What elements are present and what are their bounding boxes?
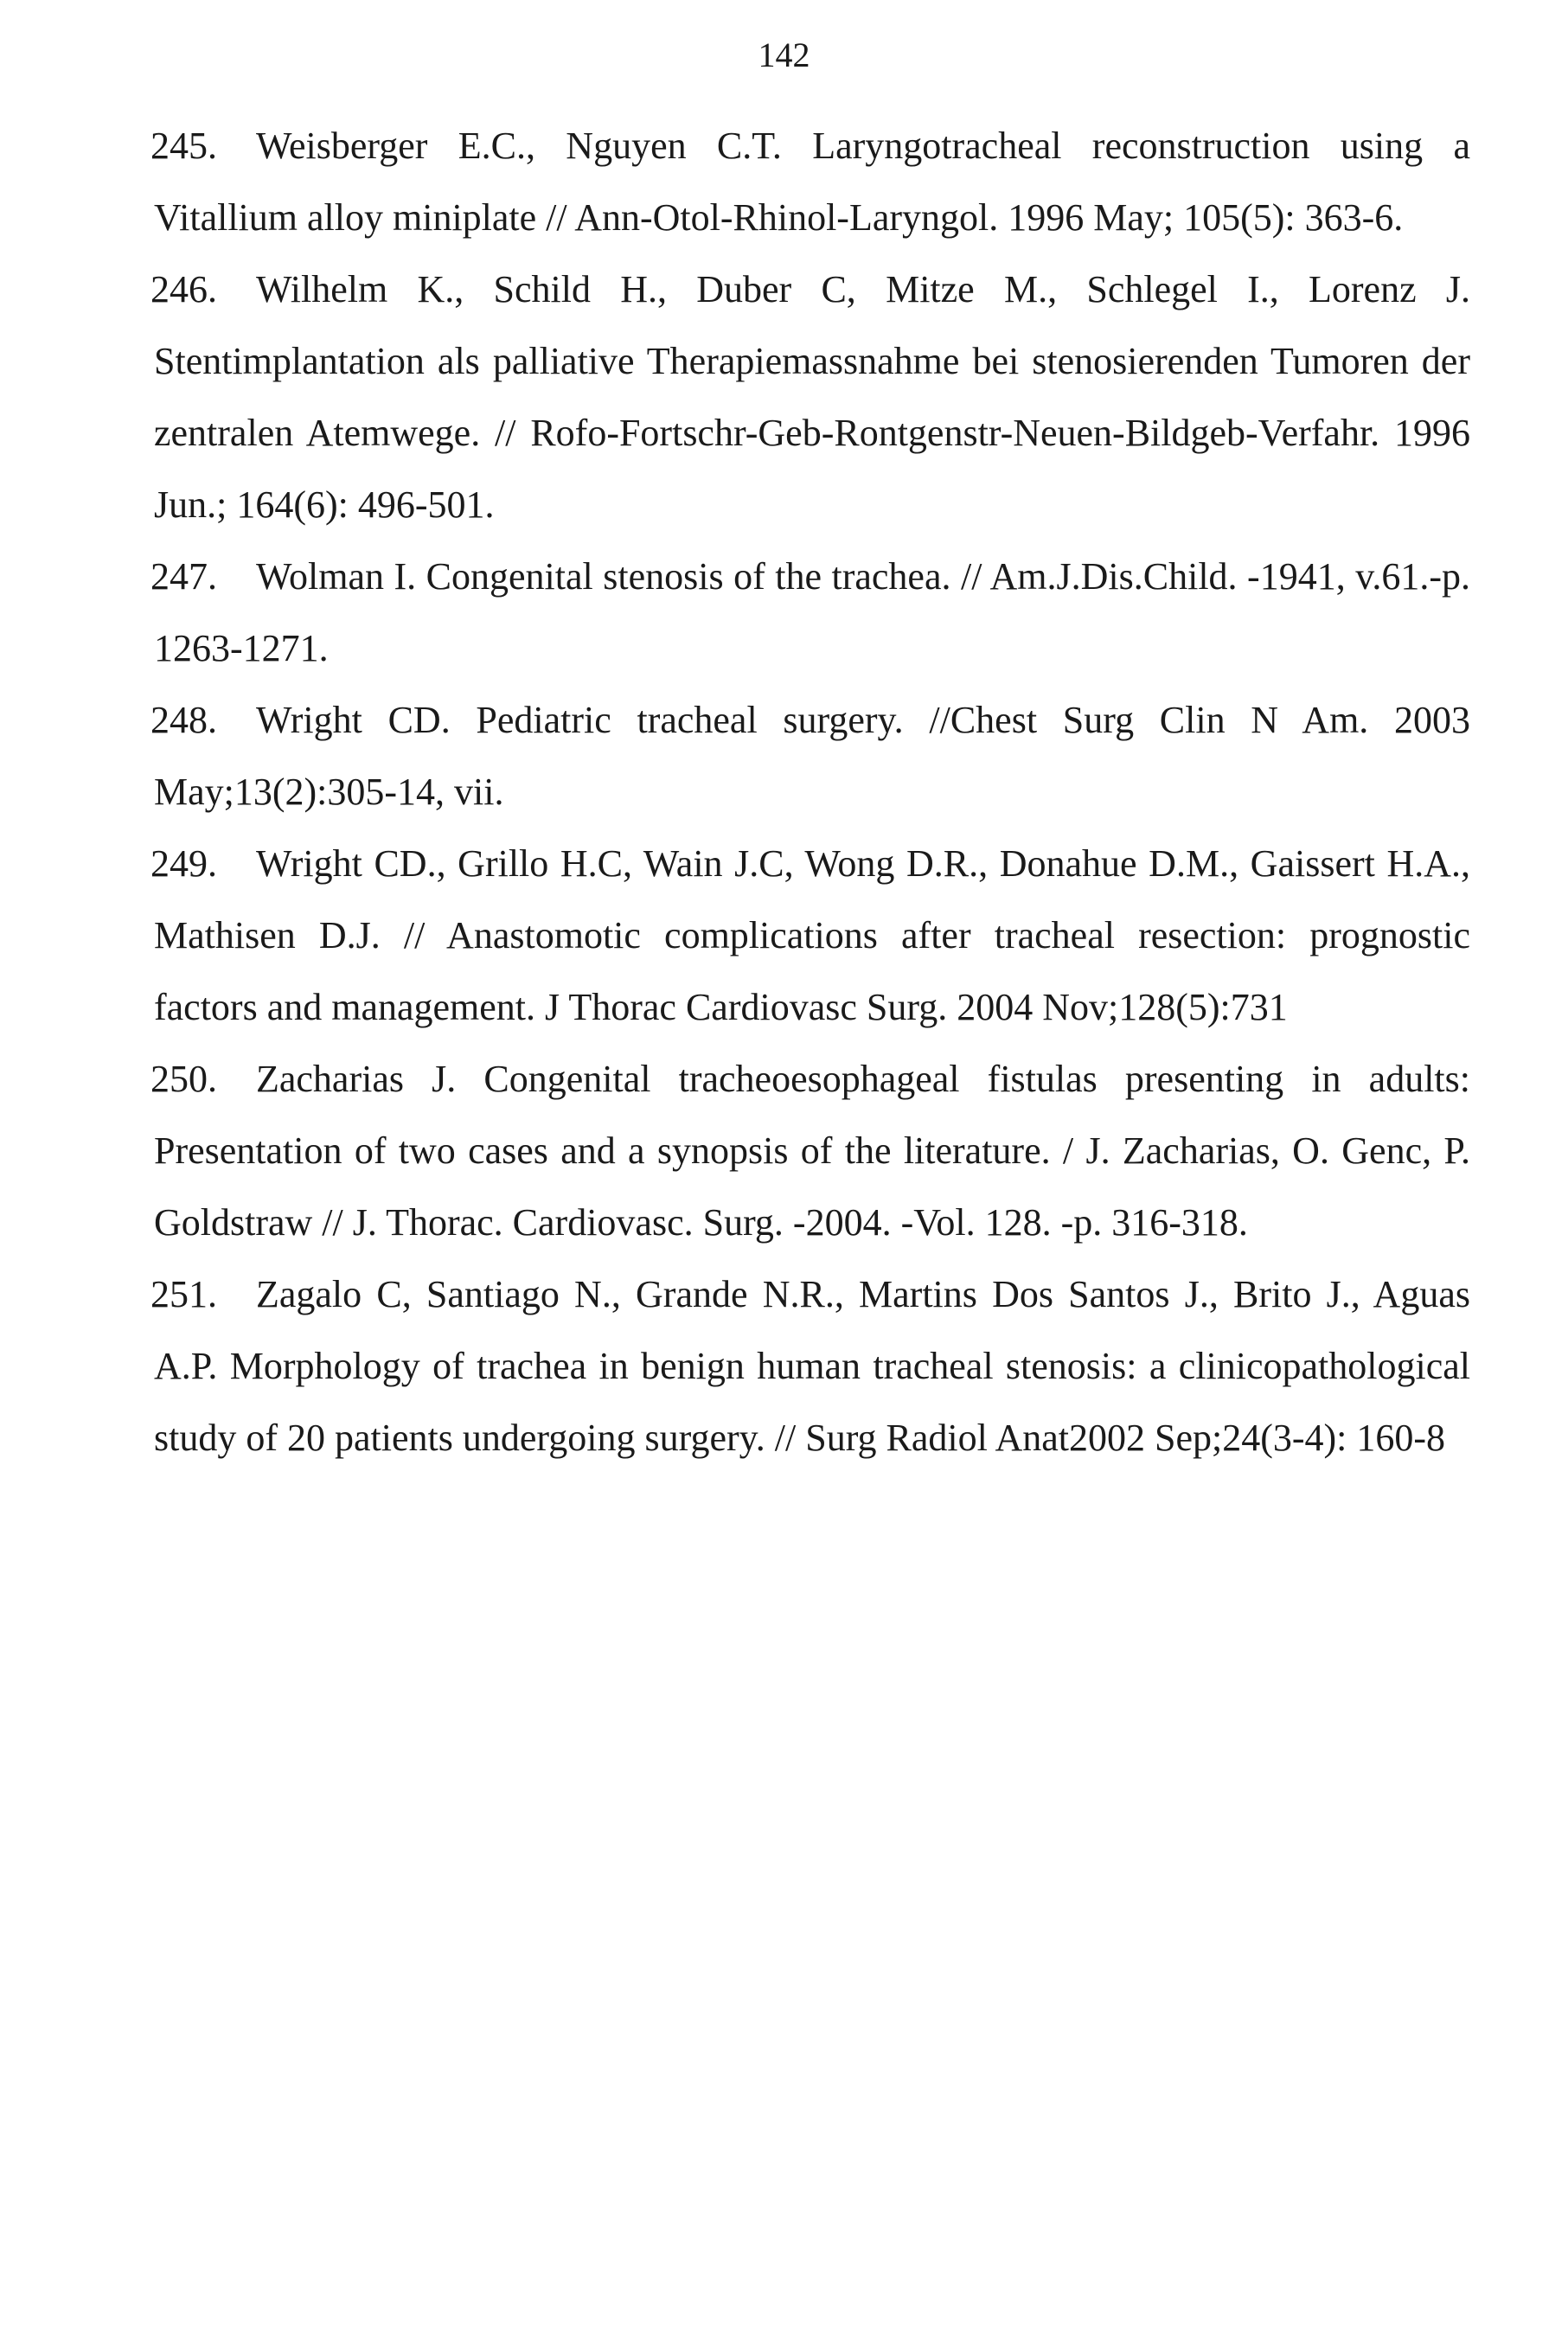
reference-text: Wilhelm K., Schild H., Duber C, Mitze M., Schlegel I., Lorenz J. Stentimplantation als palliative Therapiemassnahme bei stenosierenden Tumoren der zentralen Atemwege. // Rofo-Fortschr-Geb-Rontgenstr-Neuen-Bildgeb-Verfahr. 1996 Jun.; 164(6): 496-501. [154,268,1470,526]
reference-number: 246. [150,268,217,310]
reference-text: Wolman I. Congenital stenosis of the trachea. // Am.J.Dis.Child. -1941, v.61.-p. 1263-1271. [154,555,1470,669]
reference-item [150,253,1470,541]
page-number: 142 [758,35,810,74]
reference-item [150,1043,1470,1258]
reference-item [150,110,1470,253]
reference-item [150,541,1470,684]
reference-number: 249. [150,842,217,885]
reference-text: Wright CD., Grillo H.C, Wain J.C, Wong D.R., Donahue D.M., Gaissert H.A., Mathisen D.J. // Anastomotic complications after tracheal resection: prognostic factors and management. J Thorac Cardiovasc Surg. 2004 Nov;128(5):731 [154,842,1470,1028]
reference-text: Wright CD. Pediatric tracheal surgery. //Chest Surg Clin N Am. 2003 May;13(2):305-14, vii. [154,699,1470,813]
reference-text: Weisberger E.C., Nguyen C.T. Laryngotracheal reconstruction using a Vitallium alloy miniplate // Ann-Otol-Rhinol-Laryngol. 1996 May; 105(5): 363-6. [154,125,1470,239]
reference-item [150,1258,1470,1474]
reference-number: 251. [150,1273,217,1315]
reference-number: 245. [150,125,217,167]
reference-number: 247. [150,555,217,598]
reference-item [150,684,1470,828]
reference-text: Zacharias J. Congenital tracheoesophageal fistulas presenting in adults: Presentation of two cases and a synopsis of the literature. / J. Zacharias, O. Genc, P. Goldstraw // J. Thorac. Cardiovasc. Surg. -2004. -Vol. 128. -p. 316-318. [154,1058,1470,1244]
reference-text: Zagalo C, Santiago N., Grande N.R., Martins Dos Santos J., Brito J., Aguas A.P. Morphology of trachea in benign human tracheal stenosis: a clinicopathological study of 20 patients undergoing surgery. // Surg Radiol Anat2002 Sep;24(3-4): 160-8 [154,1273,1470,1459]
reference-number: 248. [150,699,217,741]
reference-list [150,110,1470,1474]
reference-number: 250. [150,1058,217,1100]
reference-item [150,828,1470,1043]
